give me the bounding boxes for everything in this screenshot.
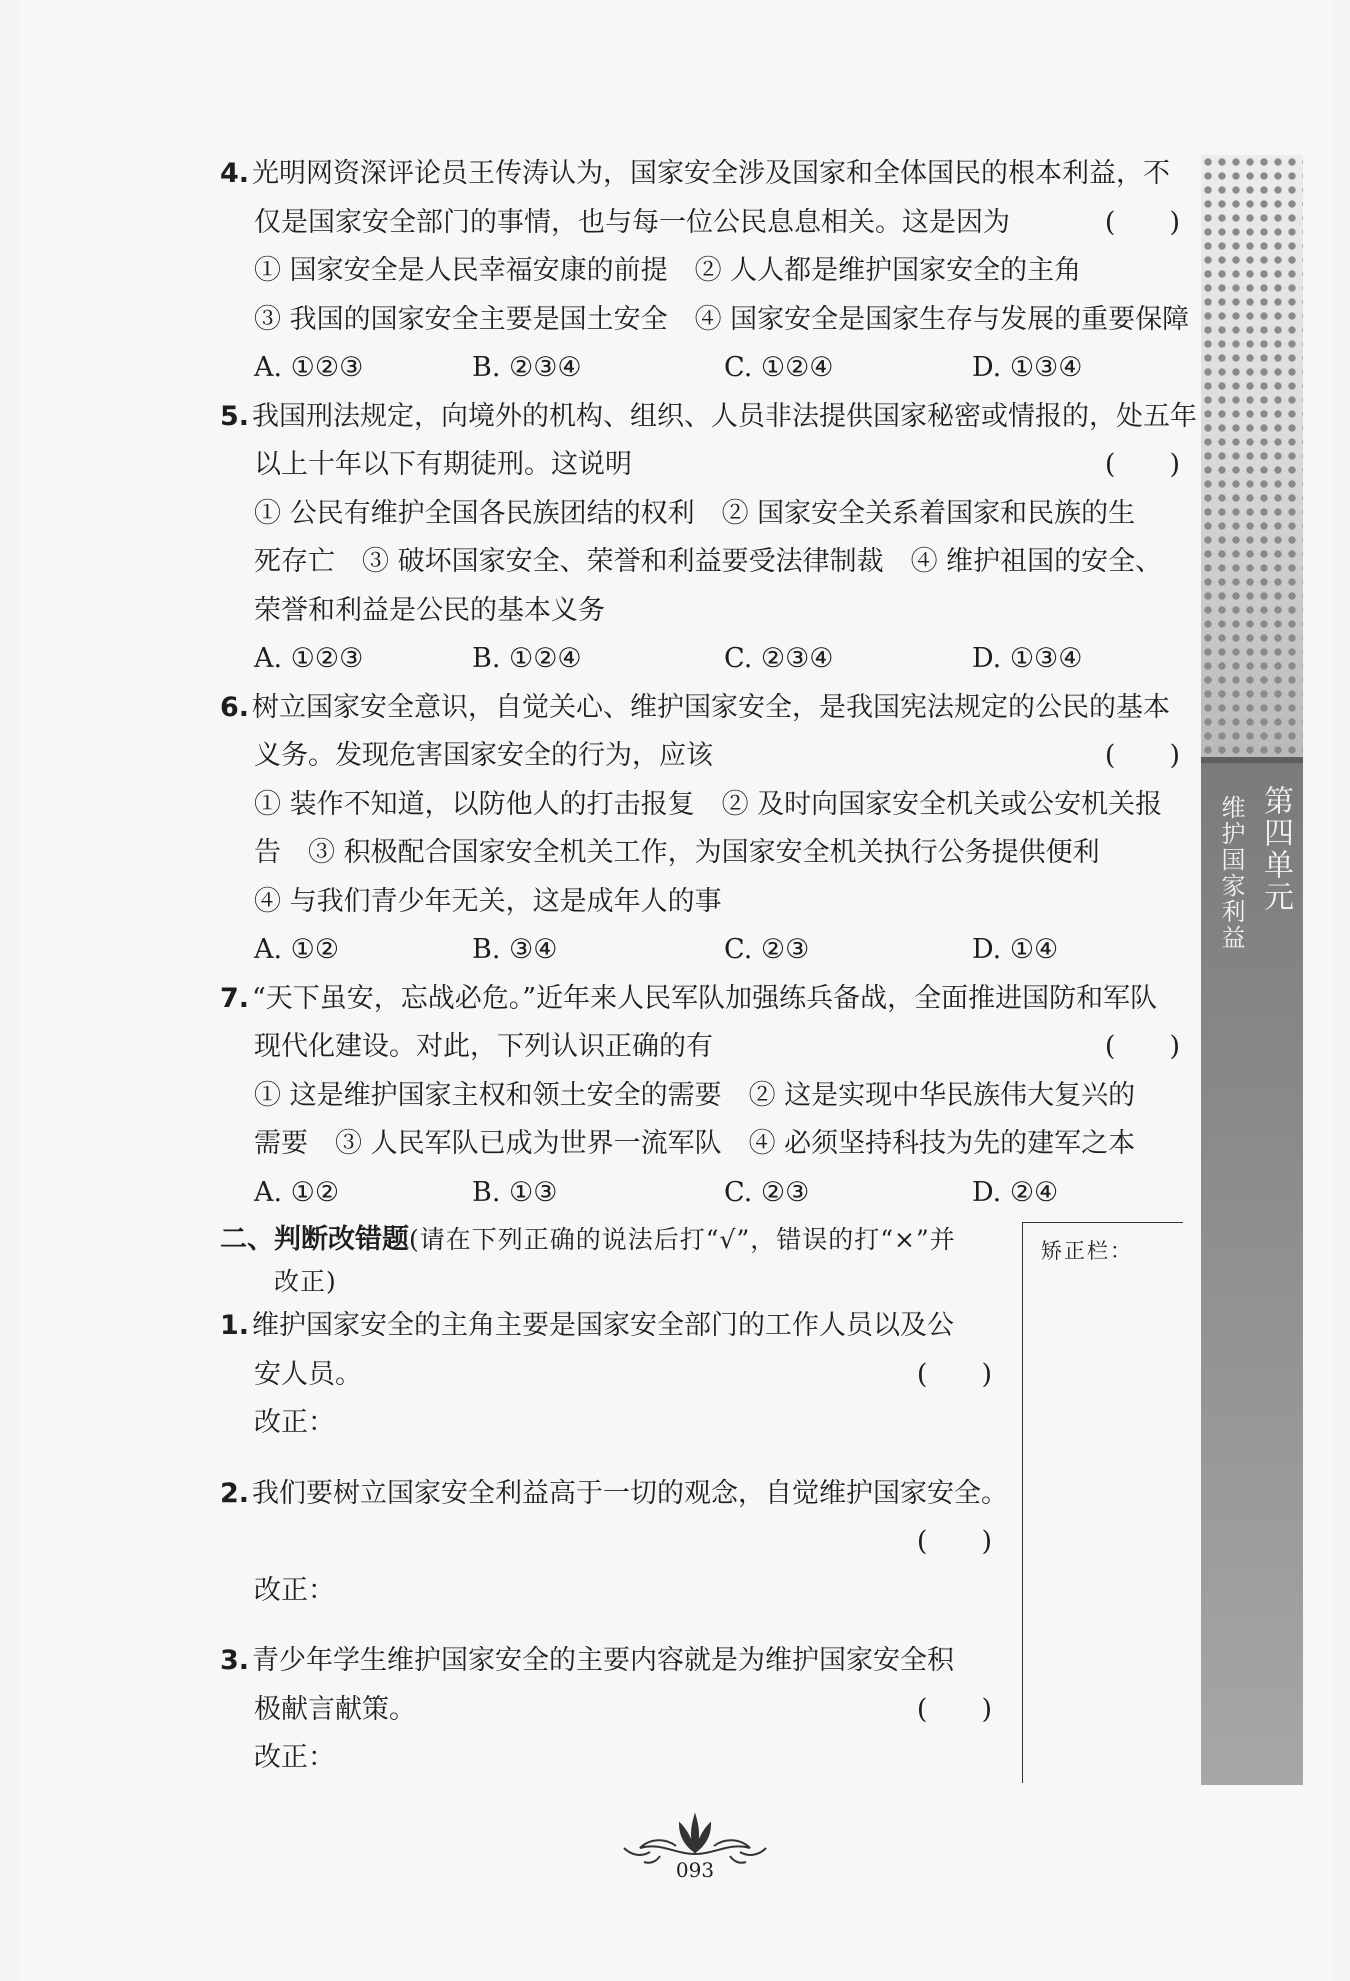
question-text: “天下虽安，忘战必危。”近年来人民军队加强练兵备战，全面推进国防和军队: [252, 982, 1158, 1014]
option-c: C. ②③: [724, 934, 810, 965]
question-text: 光明网资深评论员王传涛认为，国家安全涉及国家和全体国民的根本利益，不: [252, 158, 1170, 189]
item-number: 2.: [220, 1477, 250, 1509]
item-text: 维护国家安全的主角主要是国家安全部门的工作人员以及公: [252, 1310, 954, 1341]
section-heading: 二、判断改错题: [220, 1224, 409, 1255]
multiple-choice-section: [220, 150, 1197, 1217]
tf-item-2: [220, 1470, 1010, 1616]
option-d: D. ①④: [972, 934, 1059, 965]
option-a: A. ①②③: [254, 643, 364, 674]
option-d: D. ①③④: [972, 643, 1083, 674]
section-instructions: (请在下列正确的说法后打“√”，错误的打“×”并: [409, 1225, 956, 1254]
answer-blank[interactable]: ( ): [1104, 206, 1180, 238]
statement-line: ① 装作不知道，以防他人的打击报复 ② 及时向国家安全机关或公安机关报: [254, 788, 1163, 820]
question-text: 以上十年以下有期徒刑。这说明: [254, 449, 632, 480]
answer-blank[interactable]: ( ): [1104, 1031, 1180, 1062]
item-text: 极献言献策。: [254, 1693, 416, 1725]
question-6: [220, 684, 1180, 975]
question-number: 7.: [220, 982, 250, 1014]
item-number: 1.: [220, 1310, 250, 1341]
statement-line: ① 这是维护国家主权和领土安全的需要 ② 这是实现中华民族伟大复兴的: [254, 1079, 1136, 1111]
question-text: 现代化建设。对此，下列认识正确的有: [254, 1031, 713, 1062]
question-text: 义务。发现危害国家安全的行为，应该: [254, 740, 713, 771]
textbook-page: [20, 0, 1332, 1981]
tf-item-1: [220, 1302, 1010, 1448]
statement-line: ① 公民有维护全国各民族团结的权利 ② 国家安全关系着国家和民族的生: [254, 497, 1136, 529]
item-number: 3.: [220, 1645, 250, 1676]
statement-line: 死存亡 ③ 破坏国家安全、荣誉和利益要受法律制裁 ④ 维护祖国的安全、: [254, 546, 1163, 577]
question-number: 6.: [220, 691, 250, 723]
correction-column-label: 矫正栏：: [1041, 1239, 1133, 1263]
section-instructions-cont: 改正): [274, 1267, 337, 1296]
option-c: C. ①②④: [724, 352, 834, 383]
unit-subtitle: 维护国家利益: [1217, 795, 1245, 951]
answer-blank[interactable]: ( ): [916, 1693, 992, 1725]
unit-sidebar: [1201, 155, 1303, 1785]
item-text: 我们要树立国家安全利益高于一切的观念，自觉维护国家安全。: [252, 1477, 1008, 1509]
statement-line: ④ 与我们青少年无关，这是成年人的事: [254, 885, 722, 917]
statement-line: ① 国家安全是人民幸福安康的前提 ② 人人都是维护国家安全的主角: [254, 255, 1082, 286]
item-text: 安人员。: [254, 1358, 362, 1390]
correction-label: 改正：: [254, 1742, 335, 1773]
option-a: A. ①②: [254, 934, 340, 965]
statement-line: 告 ③ 积极配合国家安全机关工作，为国家安全机关执行公务提供便利: [254, 837, 1100, 868]
option-a: A. ①②③: [254, 352, 364, 383]
unit-title: 第四单元: [1258, 785, 1293, 913]
answer-blank[interactable]: ( ): [1104, 449, 1180, 480]
answer-blank[interactable]: ( ): [916, 1358, 992, 1390]
option-b: B. ②③④: [472, 352, 582, 383]
answer-blank[interactable]: ( ): [916, 1526, 992, 1557]
correction-label: 改正：: [254, 1407, 335, 1438]
option-d: D. ②④: [972, 1176, 1059, 1208]
option-b: B. ①③: [472, 1176, 558, 1208]
page-number: 093: [675, 1858, 715, 1882]
statement-line: 需要 ③ 人民军队已成为世界一流军队 ④ 必须坚持科技为先的建军之本: [254, 1128, 1136, 1159]
question-4: [220, 150, 1190, 393]
answer-blank[interactable]: ( ): [1104, 740, 1180, 771]
option-c: C. ②③: [724, 1176, 810, 1208]
sidebar-dot-pattern: [1201, 155, 1303, 760]
question-7: [220, 975, 1180, 1218]
question-text: 我国刑法规定，向境外的机构、组织、人员非法提供国家秘密或情报的，处五年: [252, 400, 1197, 432]
statement-line: 荣誉和利益是公民的基本义务: [254, 594, 605, 626]
option-b: B. ③④: [472, 934, 558, 965]
option-d: D. ①③④: [972, 352, 1083, 383]
question-number: 5.: [220, 400, 250, 432]
option-a: A. ①②: [254, 1176, 340, 1208]
question-text: 仅是国家安全部门的事情，也与每一位公民息息相关。这是因为: [254, 206, 1010, 238]
correction-label: 改正：: [254, 1574, 335, 1606]
correction-column[interactable]: [1022, 1222, 1183, 1783]
question-5: [220, 393, 1197, 684]
tf-item-3: [220, 1637, 1010, 1783]
option-b: B. ①②④: [472, 643, 582, 674]
statement-line: ③ 我国的国家安全主要是国土安全 ④ 国家安全是国家生存与发展的重要保障: [254, 303, 1190, 335]
question-number: 4.: [220, 158, 250, 189]
question-text: 树立国家安全意识，自觉关心、维护国家安全，是我国宪法规定的公民的基本: [252, 691, 1170, 723]
option-c: C. ②③④: [724, 643, 834, 674]
item-text: 青少年学生维护国家安全的主要内容就是为维护国家安全积: [252, 1645, 954, 1676]
